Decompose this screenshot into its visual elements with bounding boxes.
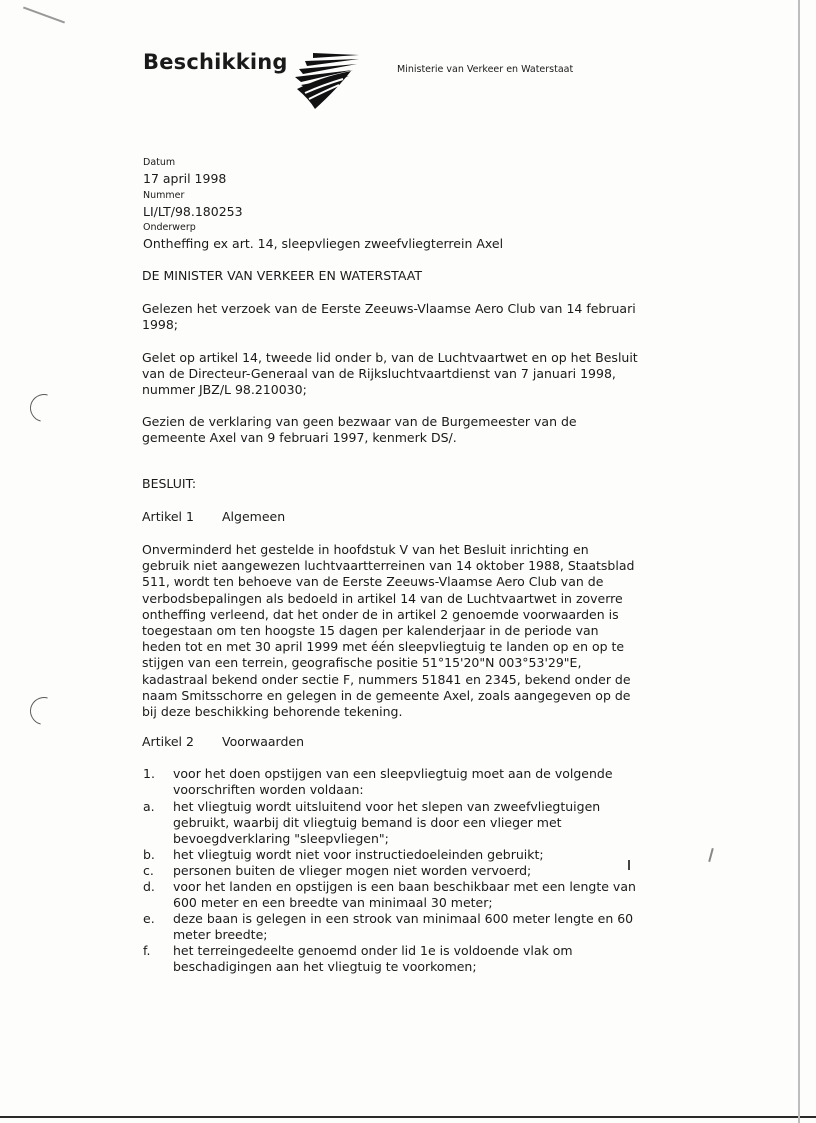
- document-type-title: Beschikking: [143, 50, 288, 74]
- ministry-waves-logo-icon: [291, 49, 361, 111]
- page-edge-right: [798, 0, 800, 1123]
- list-item: het terreingedeelte genoemd onder lid 1e is voldoende vlak om beschadigingen aan het vliegtuig te voorkomen;: [173, 943, 573, 974]
- subject-value: Ontheffing ex art. 14, sleepvliegen zweefvliegterrein Axel: [143, 236, 504, 251]
- paragraph-gelezen: Gelezen het verzoek van de Eerste Zeeuws-Vlaamse Aero Club van 14 februari 1998;: [142, 301, 636, 333]
- list-marker: d.: [143, 879, 155, 894]
- article-2-title: Voorwaarden: [222, 734, 305, 749]
- besluit-heading: BESLUIT:: [142, 476, 197, 491]
- paragraph-gezien: Gezien de verklaring van geen bezwaar van de Burgemeester van de gemeente Axel van 9 februari 1997, kenmerk DS/.: [142, 414, 577, 446]
- list-marker: a.: [143, 799, 155, 814]
- punch-hole: [25, 692, 63, 730]
- number-label: Nummer: [143, 190, 185, 201]
- number-value: LI/LT/98.180253: [143, 204, 243, 219]
- list-marker: e.: [143, 911, 155, 926]
- date-value: 17 april 1998: [143, 171, 227, 186]
- list-item: deze baan is gelegen in een strook van minimaal 600 meter lengte en 60 meter breedte;: [173, 911, 634, 942]
- minister-heading: DE MINISTER VAN VERKEER EN WATERSTAAT: [142, 268, 422, 283]
- list-marker: 1.: [143, 766, 155, 781]
- article-1-number: Artikel 1: [142, 509, 194, 524]
- list-item: personen buiten de vlieger mogen niet worden vervoerd;: [173, 863, 532, 878]
- scan-speck: [708, 848, 714, 862]
- list-item: voor het landen en opstijgen is een baan beschikbaar met een lengte van 600 meter en een breedte van minimaal 30 meter;: [173, 879, 636, 910]
- date-label: Datum: [143, 157, 176, 168]
- list-item: het vliegtuig wordt uitsluitend voor het slepen van zweefvliegtuigen gebruikt, waarbij dit vliegtuig bemand is door een vlieger met bevoegdverklaring "sleepvliegen";: [173, 799, 601, 846]
- list-item: voor het doen opstijgen van een sleepvliegtuig moet aan de volgende voorschriften worden voldaan:: [173, 766, 613, 797]
- article-2-number: Artikel 2: [142, 734, 194, 749]
- list-marker: b.: [143, 847, 155, 862]
- list-marker: f.: [143, 943, 151, 958]
- paragraph-gelet: Gelet op artikel 14, tweede lid onder b, van de Luchtvaartwet en op het Besluit van de Directeur-Generaal van de Rijksluchtvaartdienst van 7 januari 1998, nummer JBZ/L 98.210030;: [142, 350, 638, 398]
- article-1-text: Onverminderd het gestelde in hoofdstuk V van het Besluit inrichting en gebruik niet aangewezen luchtvaartterreinen van 14 oktober 1988, Staatsblad 511, wordt ten behoeve van de Eerste Zeeuws-Vlaamse Aero Club van de verbodsbepalingen als bedoeld in artikel 14 van de Luchtvaartwet in zoverre ontheffing verleend, dat het onder de in artikel 2 genoemde voorwaarden is toegestaan om ten hoogste 15 dagen per kalenderjaar in de periode van heden tot en met 30 april 1999 met één sleepvliegtuig te landen op en op te stijgen van een terrein, geografische positie 51°15'20"N 003°53'29"E, kadastraal bekend onder sectie F, nummers 51841 en 2345, bekend onder de naam Smitsschorre en gelegen in de gemeente Axel, zoals aangegeven op de bij deze beschikking behorende tekening.: [142, 542, 635, 720]
- article-1-title: Algemeen: [222, 509, 286, 524]
- list-item: het vliegtuig wordt niet voor instructiedoeleinden gebruikt;: [173, 847, 544, 862]
- scan-speck: [23, 7, 65, 24]
- punch-hole: [25, 389, 63, 427]
- list-marker: c.: [143, 863, 154, 878]
- page-edge-bottom: [0, 1116, 816, 1118]
- subject-label: Onderwerp: [143, 222, 196, 233]
- ministry-name: Ministerie van Verkeer en Waterstaat: [397, 64, 574, 75]
- scan-speck: [628, 860, 630, 870]
